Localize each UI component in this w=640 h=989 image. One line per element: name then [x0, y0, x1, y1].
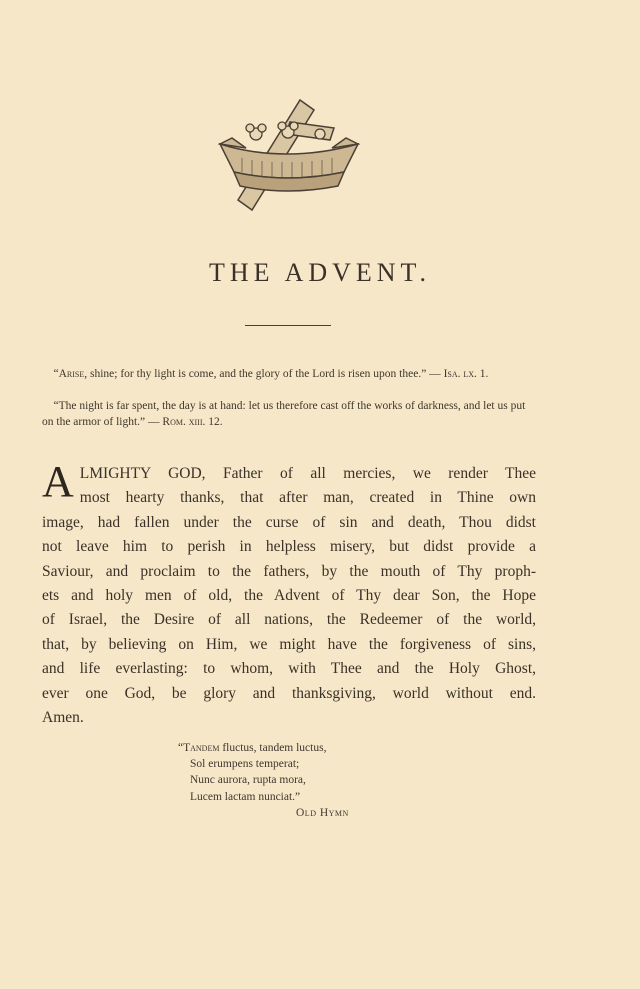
- prayer-line: most hearty thanks, that after man, created in Thine own: [79, 489, 536, 507]
- epigraph-quote-1-lead: “Arise,: [53, 368, 88, 380]
- drop-cap: A: [42, 457, 74, 506]
- prayer-line: Saviour, and proclaim to the fathers, by the mouth of Thy proph-: [42, 562, 536, 580]
- prayer-line: ever one God, be glory and thanksgiving, world without end.: [42, 684, 536, 702]
- prayer-line: that, by believing on Him, we might have the forgiveness of sins,: [42, 635, 536, 653]
- page-title: THE ADVENT.: [208, 258, 432, 287]
- epigraph-quote-2-ref: Rom. xiii. 12.: [162, 416, 223, 428]
- hymn-line-1-text: fluctus, tandem luctus,: [219, 742, 327, 754]
- epigraph-quote-2: [42, 398, 536, 430]
- epigraph-quote-2-text: “The night is far spent, the day is at hand: let us therefore cast off the works of darkness, and let us put on the armor of light.” —: [42, 400, 526, 428]
- hymn-line: [178, 740, 418, 756]
- epigraph-quote-1: [42, 366, 536, 382]
- prayer-line: Amen.: [42, 709, 84, 727]
- epigraph-quote-1-text: shine; for thy light is come, and the glory of the Lord is risen upon thee.” —: [87, 368, 444, 380]
- prayer-text: [42, 457, 536, 730]
- crown-and-cross-icon: [212, 92, 362, 222]
- prayer-line: ets and holy men of old, the Advent of Thy dear Son, the Hope: [42, 587, 536, 605]
- hymn-line: Lucem lactam nunciat.”: [190, 790, 301, 803]
- hymn-attribution: Old Hymn: [296, 806, 349, 819]
- prayer-line: not leave him to perish in helpless misery, but didst provide a: [42, 538, 536, 556]
- hymn-quote: [178, 740, 418, 821]
- hymn-line: Nunc aurora, rupta mora,: [190, 774, 306, 787]
- title-rule: [245, 325, 331, 326]
- prayer-line: and life everlasting: to whom, with Thee and the Holy Ghost,: [42, 660, 536, 678]
- prayer-line: image, had fallen under the curse of sin and death, Thou didst: [42, 513, 536, 531]
- epigraph-quote-1-ref: Isa. lx. 1.: [443, 368, 489, 380]
- hymn-line: Sol erumpens temperat;: [190, 758, 300, 771]
- hymn-line-1-lead: “Tandem: [178, 742, 220, 754]
- prayer-line: LMIGHTY GOD, Father of all mercies, we render Thee: [79, 465, 536, 482]
- prayer-line: of Israel, the Desire of all nations, the Redeemer of the world,: [42, 611, 536, 629]
